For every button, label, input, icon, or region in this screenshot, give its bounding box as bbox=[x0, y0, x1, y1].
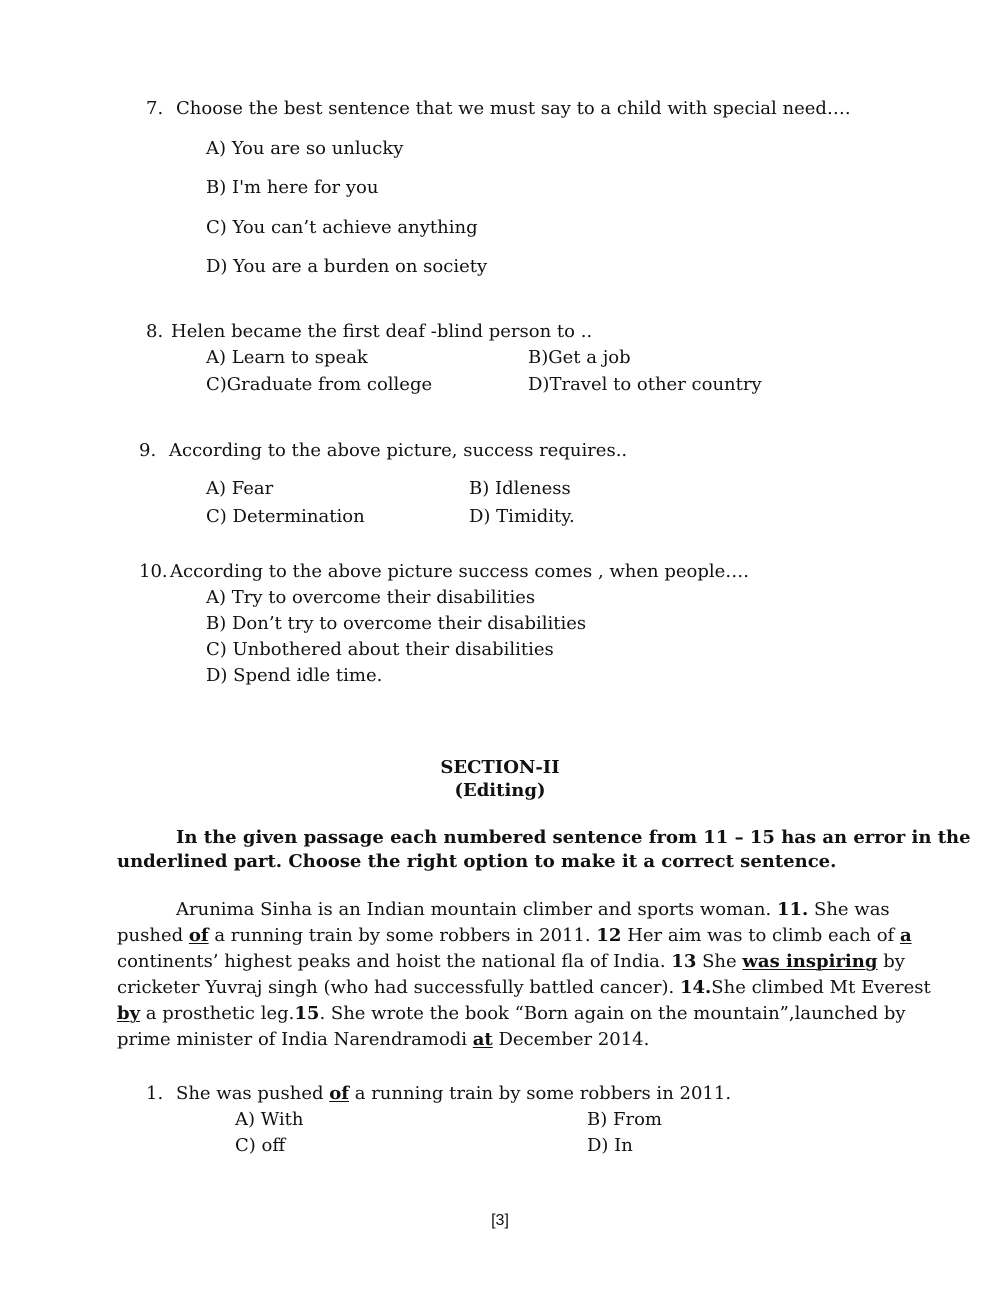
underlined-word: of bbox=[329, 1083, 349, 1104]
passage-number-wrap bbox=[146, 1003, 906, 1024]
passage-line-2 bbox=[117, 925, 912, 947]
editing-question-1-option-a: A) With bbox=[235, 1109, 304, 1130]
question-8-text: Helen became the first deaf -blind person to .. bbox=[171, 321, 593, 342]
instruction-line-1: In the given passage each numbered sentence from 11 – 15 has an error in the bbox=[176, 827, 971, 848]
passage-text: She bbox=[702, 951, 737, 972]
question-10-option-b: B) Don’t try to overcome their disabilities bbox=[206, 613, 587, 634]
editing-question-1-option-d: D) In bbox=[587, 1135, 633, 1156]
question-10-option-d: D) Spend idle time. bbox=[206, 665, 383, 686]
editing-question-1-option-b: B) From bbox=[587, 1109, 662, 1130]
passage-line-6 bbox=[117, 1029, 649, 1051]
passage-text: cricketer Yuvraj singh (who had successfully battled cancer). bbox=[117, 977, 675, 998]
question-9-option-a: A) Fear bbox=[206, 478, 274, 499]
sentence-number-14: 14. bbox=[679, 977, 712, 998]
question-10-option-c: C) Unbothered about their disabilities bbox=[206, 639, 554, 660]
question-text: She was pushed bbox=[176, 1083, 324, 1104]
page-number: [3] bbox=[491, 1212, 509, 1229]
question-8-option-b: B)Get a job bbox=[528, 347, 631, 368]
passage-text: pushed bbox=[117, 925, 184, 946]
editing-question-1-option-c: C) off bbox=[235, 1135, 286, 1156]
question-7-option-a: A) You are so unlucky bbox=[206, 138, 404, 159]
question-9-option-b: B) Idleness bbox=[469, 478, 571, 499]
question-7-option-d: D) You are a burden on society bbox=[206, 256, 488, 277]
passage-text: . She wrote the book “Born again on the mountain”,launched by bbox=[319, 1003, 906, 1024]
question-8-number: 8. bbox=[146, 321, 164, 342]
passage-text: continents’ highest peaks and hoist the national fla of India. bbox=[117, 951, 666, 972]
passage-text: She climbed Mt Everest bbox=[711, 977, 931, 998]
underlined-error-13: was inspiring bbox=[742, 951, 878, 972]
sentence-number-12: 12 bbox=[596, 925, 622, 946]
question-10-text: According to the above picture success comes , when people…. bbox=[170, 561, 750, 582]
section-title: SECTION-II bbox=[440, 757, 560, 778]
question-10-number: 10. bbox=[139, 561, 168, 582]
underlined-error-12: a bbox=[899, 925, 912, 946]
question-7-text: Choose the best sentence that we must say to a child with special need…. bbox=[176, 98, 851, 119]
passage-line-1 bbox=[176, 899, 890, 921]
underlined-error-11: of bbox=[188, 925, 209, 946]
question-7-option-b: B) I'm here for you bbox=[206, 177, 379, 198]
passage-text: a prosthetic leg. bbox=[145, 1003, 295, 1024]
underlined-error-14: by bbox=[117, 1003, 141, 1024]
editing-question-1-text bbox=[176, 1083, 731, 1105]
passage-number-wrap bbox=[680, 977, 931, 998]
passage-text: prime minister of India Narendramodi bbox=[117, 1029, 467, 1050]
question-9-text: According to the above picture, success requires.. bbox=[169, 440, 628, 461]
passage-line-5 bbox=[117, 1003, 906, 1025]
question-8-option-a: A) Learn to speak bbox=[206, 347, 368, 368]
sentence-number-11: 11. bbox=[776, 899, 809, 920]
passage-line-3 bbox=[117, 951, 905, 973]
question-7-option-c: C) You can’t achieve anything bbox=[206, 217, 478, 238]
underlined-error-15: at bbox=[472, 1029, 493, 1050]
passage-text: a running train by some robbers in 2011. bbox=[214, 925, 591, 946]
question-9-number: 9. bbox=[139, 440, 157, 461]
passage-text: She was bbox=[814, 899, 890, 920]
passage-line-4 bbox=[117, 977, 931, 999]
question-9-option-d: D) Timidity. bbox=[469, 506, 575, 527]
sentence-number-15: 15 bbox=[294, 1003, 320, 1024]
question-8-option-c: C)Graduate from college bbox=[206, 374, 433, 395]
section-subtitle: (Editing) bbox=[454, 780, 546, 801]
question-9-option-c: C) Determination bbox=[206, 506, 365, 527]
passage-text: Her aim was to climb each of bbox=[627, 925, 895, 946]
sentence-number-13: 13 bbox=[671, 951, 697, 972]
instruction-line-2: underlined part. Choose the right option to make it a correct sentence. bbox=[117, 851, 837, 872]
passage-text: Arunima Sinha is an Indian mountain climber and sports woman. bbox=[176, 899, 772, 920]
passage-text: by bbox=[883, 951, 905, 972]
question-8-option-d: D)Travel to other country bbox=[528, 374, 762, 395]
question-text: a running train by some robbers in 2011. bbox=[354, 1083, 732, 1104]
editing-question-1-number: 1. bbox=[146, 1083, 164, 1104]
passage-text: December 2014. bbox=[498, 1029, 650, 1050]
question-10-option-a: A) Try to overcome their disabilities bbox=[206, 587, 536, 608]
question-7-number: 7. bbox=[146, 98, 164, 119]
